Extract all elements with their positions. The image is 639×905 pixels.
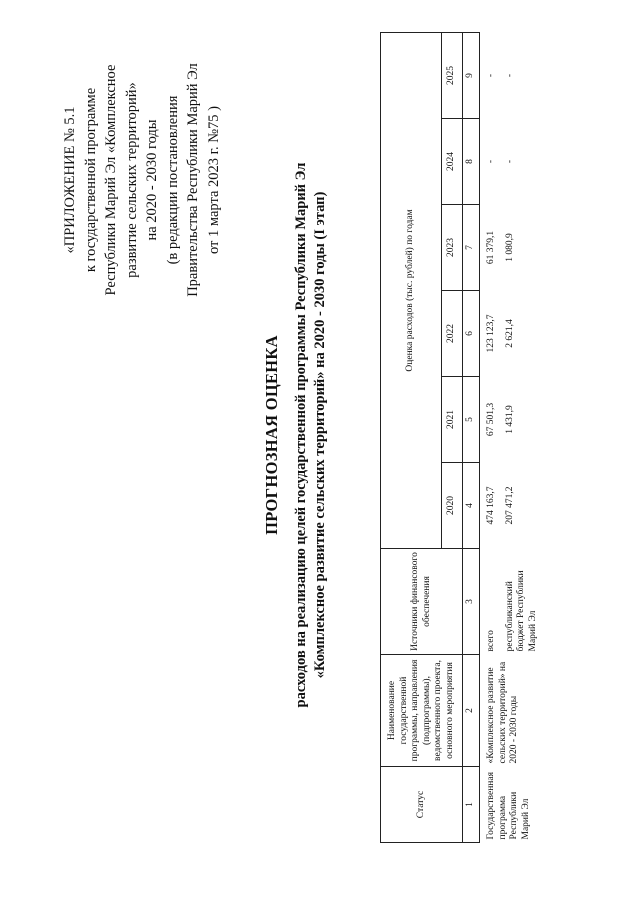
appendix-line: к государственной программе (82, 87, 99, 273)
appendix-line: на 2020 - 2030 годы (144, 119, 160, 241)
appendix-line: Республики Марий Эл «Комплексное (103, 64, 119, 296)
appendix-line: «ПРИЛОЖЕНИЕ № 5.1 (62, 106, 78, 254)
header-funding-source: Источники финансового обеспечения (381, 549, 463, 655)
appendix-line: от 1 марта 2023 г. №75 ) (205, 105, 222, 255)
column-number: 8 (463, 119, 480, 205)
row-value: - (486, 159, 496, 164)
row-source-label: республиканский бюджет Республики Марий Эл (504, 570, 538, 652)
header-year: 2021 (442, 377, 463, 463)
row-value: - (504, 159, 515, 164)
appendix-line: Правительства Республики Марий Эл (185, 63, 201, 297)
column-number: 1 (463, 767, 480, 843)
column-number: 5 (463, 377, 480, 463)
header-status: Статус (381, 767, 463, 843)
header-expense-estimate: Оценка расходов (тыс. рублей) по годам (381, 32, 442, 548)
row-value: 207 471,2 (504, 486, 515, 525)
row-value: 123 123,7 (486, 314, 496, 353)
row-value: 61 379,1 (486, 230, 496, 265)
header-year: 2023 (442, 205, 463, 291)
column-number: 6 (463, 291, 480, 377)
column-number: 2 (463, 655, 480, 767)
row-program-name: «Комплексное развитие сельских территорий» на 2020 - 2030 годы (486, 661, 519, 764)
title-subtitle-line-1: расходов на реализацию целей государственной программы Республики Марий Эл (293, 162, 309, 708)
row-value: 2 621,4 (504, 319, 515, 348)
header-year: 2022 (442, 291, 463, 377)
expense-estimate-table (380, 32, 540, 843)
column-number: 3 (463, 549, 480, 655)
title-main: ПРОГНОЗНАЯ ОЦЕНКА (262, 335, 281, 535)
header-year: 2020 (442, 463, 463, 549)
document-title (262, 35, 330, 835)
row-source-label: всего (486, 630, 496, 652)
appendix-header (60, 25, 224, 335)
row-value: 67 501,3 (486, 402, 496, 437)
table-row (480, 32, 499, 842)
row-status: Государственная программа Республики Марий Эл (486, 772, 531, 840)
header-year: 2025 (442, 32, 463, 118)
column-number: 7 (463, 205, 480, 291)
header-program-name: Наименование государственной программы, направления (подпрограммы), ведомственного проекта, основного мероприятия (381, 655, 463, 767)
appendix-line: (в редакции постановления (164, 95, 181, 265)
title-subtitle-line-2: «Комплексное развитие сельских территорий» на 2020 - 2030 годы (I этап) (312, 191, 328, 679)
row-value: 474 163,7 (486, 486, 496, 525)
row-value: 1 431,9 (504, 405, 515, 434)
column-number: 4 (463, 463, 480, 549)
row-value: - (486, 73, 496, 78)
row-value: 1 080,9 (504, 233, 515, 262)
appendix-line: развитие сельских территорий» (123, 82, 140, 278)
header-year: 2024 (442, 119, 463, 205)
row-value: - (504, 73, 515, 78)
column-number: 9 (463, 32, 480, 118)
